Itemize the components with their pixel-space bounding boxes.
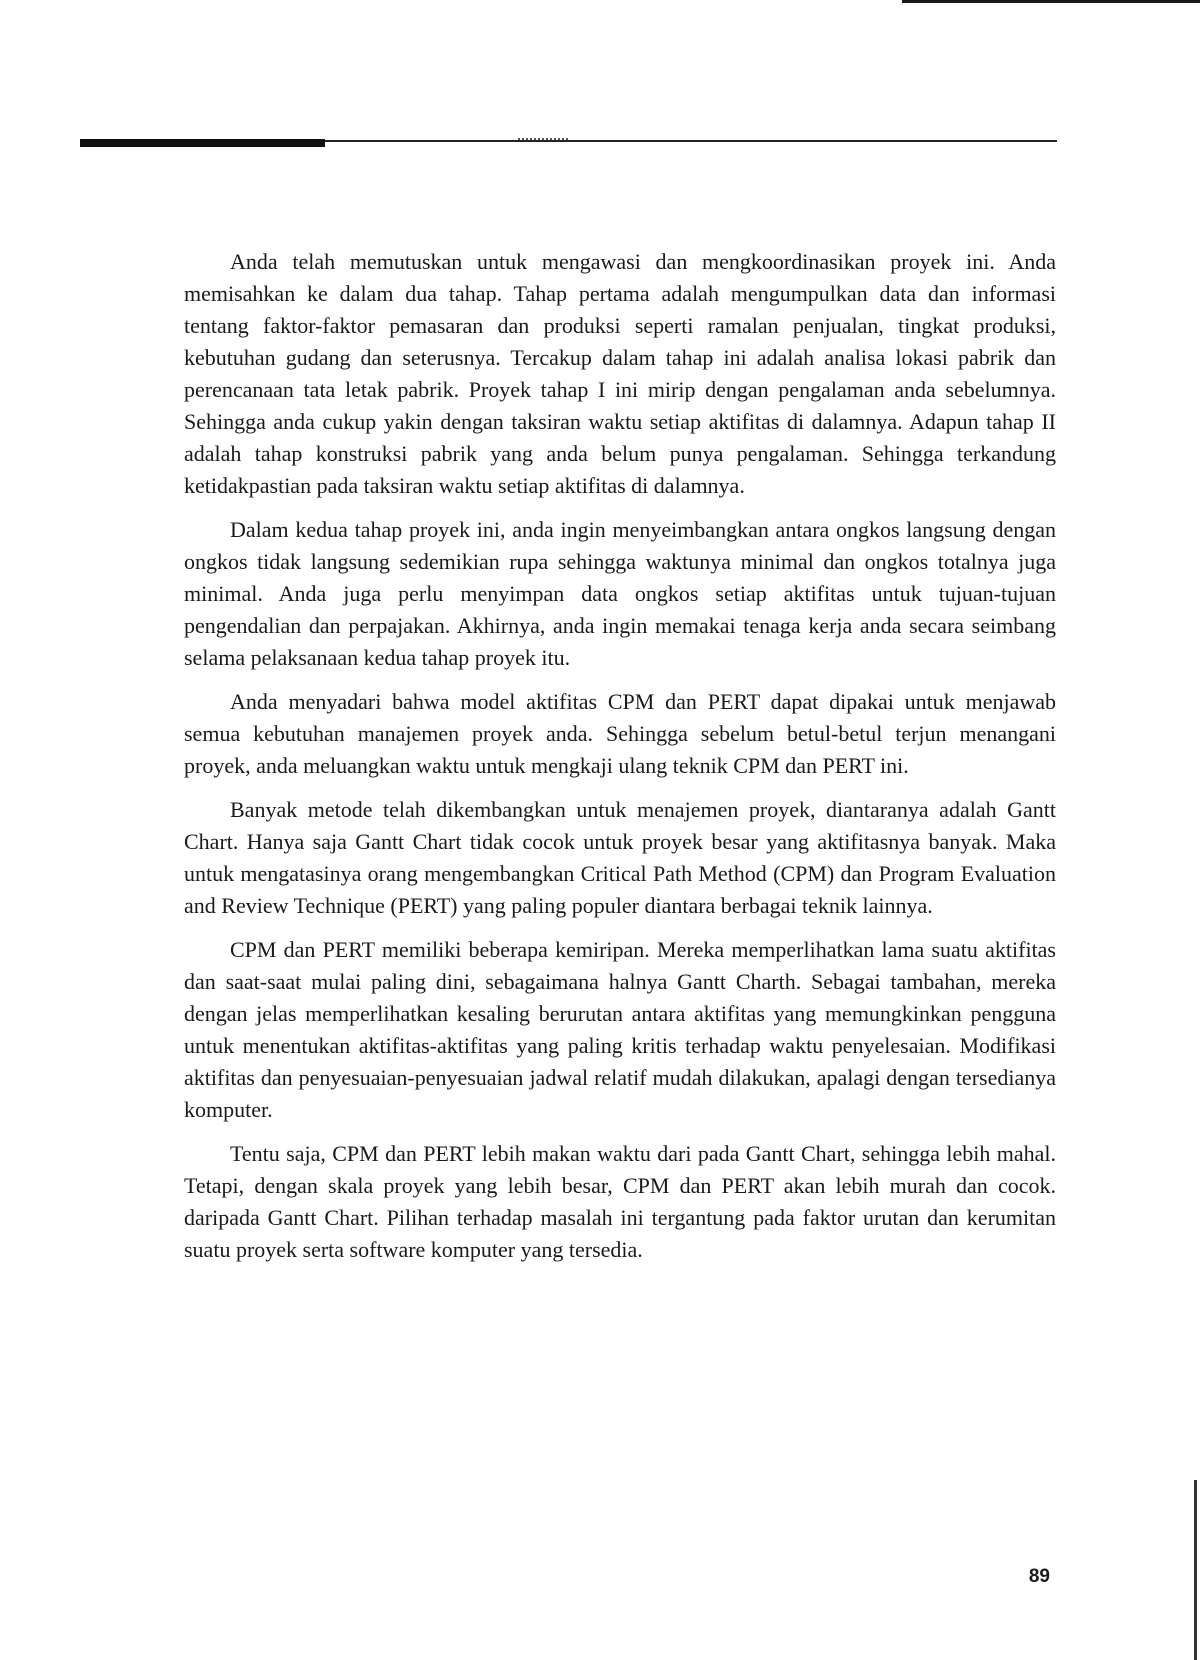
right-edge-rule	[1194, 1480, 1197, 1660]
paragraph-2: Dalam kedua tahap proyek ini, anda ingin menyeimbangkan antara ongkos langsung dengan ongkos tidak langsung sedemikian rupa sehingga waktunya minimal dan ongkos totalnya juga minimal. Anda juga perlu menyimpan data ongkos setiap aktifitas untuk tujuan-tujuan pengendalian dan perpajakan. Akhirnya, anda ingin memakai tenaga kerja anda secara seimbang selama pelaksanaan kedua tahap proyek itu.	[184, 517, 1056, 670]
paragraph-6: Tentu saja, CPM dan PERT lebih makan waktu dari pada Gantt Chart, sehingga lebih mahal. Tetapi, dengan skala proyek yang lebih besar, CPM dan PERT akan lebih murah dan cocok. daripada Gantt Chart. Pilihan terhadap masalah ini tergantung pada faktor urutan dan kerumitan suatu proyek serta software komputer yang tersedia.	[184, 1141, 1056, 1262]
paragraph-4: Banyak metode telah dikembangkan untuk menajemen proyek, diantaranya adalah Gantt Chart. Hanya saja Gantt Chart tidak cocok untuk proyek besar yang aktifitasnya banyak. Maka untuk mengatasinya orang mengembangkan Critical Path Method (CPM) dan Program Evaluation and Review Technique (PERT) yang paling populer diantara berbagai teknik lainnya.	[184, 797, 1056, 918]
header-rule-thin	[325, 140, 1057, 142]
header-rule-dots	[518, 134, 568, 140]
top-edge-rule	[902, 0, 1200, 3]
header-rule-thick	[80, 139, 325, 147]
page-number: 89	[1028, 1566, 1050, 1587]
paragraph-1: Anda telah memutuskan untuk mengawasi dan mengkoordinasikan proyek ini. Anda memisahkan ke dalam dua tahap. Tahap pertama adalah mengumpulkan data dan informasi tentang faktor-faktor pemasaran dan produksi seperti ramalan penjualan, tingkat produksi, kebutuhan gudang dan seterusnya. Tercakup dalam tahap ini adalah analisa lokasi pabrik dan perencanaan tata letak pabrik. Proyek tahap I ini mirip dengan pengalaman anda sebelumnya. Sehingga anda cukup yakin dengan taksiran waktu setiap aktifitas di dalamnya. Adapun tahap II adalah tahap konstruksi pabrik yang anda belum punya pengalaman. Sehingga terkandung ketidakpastian pada taksiran waktu setiap aktifitas di dalamnya.	[184, 249, 1056, 498]
paragraph-5: CPM dan PERT memiliki beberapa kemiripan. Mereka memperlihatkan lama suatu aktifitas dan saat-saat mulai paling dini, sebagaimana halnya Gantt Charth. Sebagai tambahan, mereka dengan jelas memperlihatkan kesaling berurutan antara aktifitas yang memungkinkan pengguna untuk menentukan aktifitas-aktifitas yang paling kritis terhadap waktu penyelesaian. Modifikasi aktifitas dan penyesuaian-penyesuaian jadwal relatif mudah dilakukan, apalagi dengan tersedianya komputer.	[184, 937, 1056, 1122]
paragraph-3: Anda menyadari bahwa model aktifitas CPM dan PERT dapat dipakai untuk menjawab semua kebutuhan manajemen proyek anda. Sehingga sebelum betul-betul terjun menangani proyek, anda meluangkan waktu untuk mengkaji ulang teknik CPM dan PERT ini.	[184, 689, 1056, 778]
page-body	[184, 246, 1056, 1278]
